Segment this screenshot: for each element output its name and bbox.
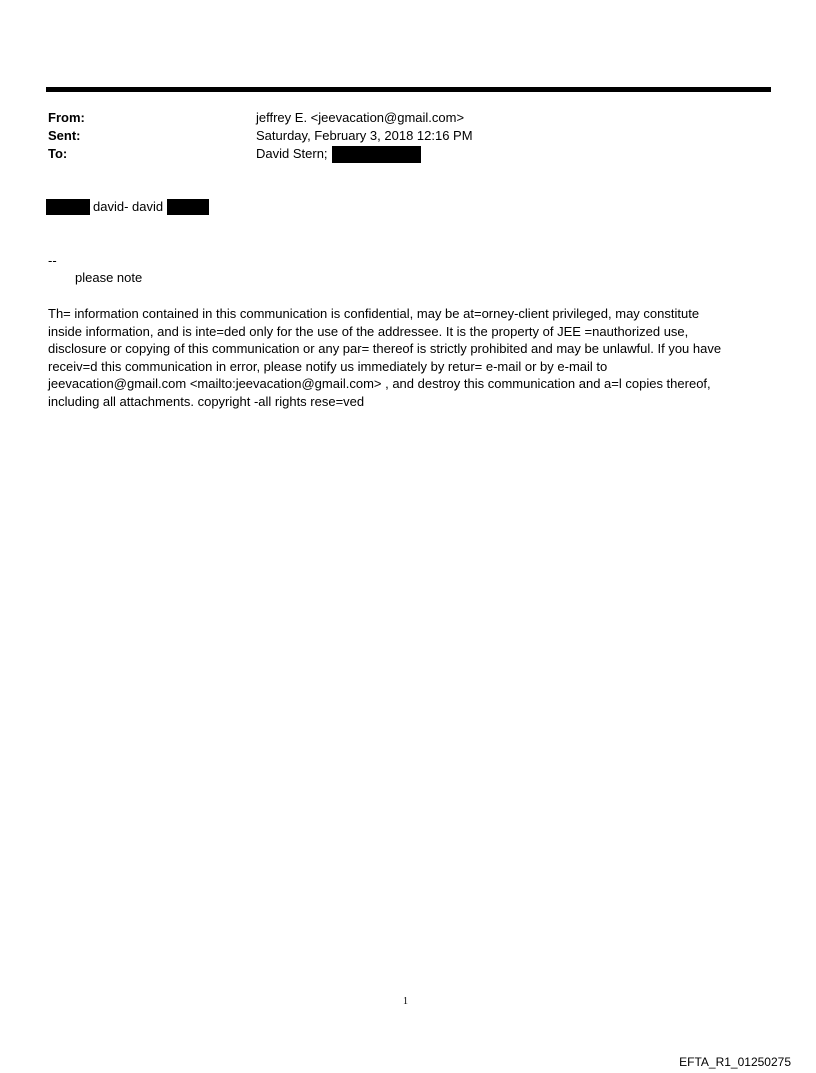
sent-value: Saturday, February 3, 2018 12:16 PM <box>256 128 473 143</box>
to-label: To: <box>48 146 68 161</box>
from-row <box>48 109 473 127</box>
disclaimer-line: inside information, and is inte=ded only for the use of the addressee. It is the property of JEE =nauthorized use, <box>48 323 689 339</box>
page-number: 1 <box>403 996 408 1007</box>
disclaimer-line: disclosure or copying of this communication or any par= thereof is strictly prohibited and may be unlawful. If you have <box>48 341 722 357</box>
from-value: jeffrey E. <jeevacation@gmail.com> <box>256 110 465 125</box>
disclaimer-line: Th= information contained in this communication is confidential, may be at=orney-client privileged, may constitute <box>48 306 700 321</box>
greeting-line <box>46 198 209 216</box>
to-row <box>48 145 473 163</box>
to-value-group <box>256 145 421 163</box>
email-header <box>48 109 473 163</box>
disclaimer-line: receiv=d this communication in error, please notify us immediately by retur= e-mail or by e-mail to <box>48 358 608 374</box>
disclaimer-paragraph <box>48 305 778 411</box>
redaction-box <box>46 199 90 215</box>
disclaimer-line: jeevacation@gmail.com <mailto:jeevacation@gmail.com> , and destroy this communication and a=l copies thereof, <box>48 376 711 392</box>
header-rule <box>46 87 771 92</box>
from-label: From: <box>48 110 85 125</box>
sent-label: Sent: <box>48 128 81 143</box>
redaction-box <box>167 199 209 215</box>
sent-row <box>48 127 473 145</box>
signature-dashes: -- <box>48 253 57 268</box>
redaction-box <box>332 146 421 163</box>
document-id: EFTA_R1_01250275 <box>679 1055 791 1069</box>
greeting-text: david- david <box>93 199 164 214</box>
disclaimer-line: including all attachments. copyright -all rights rese=ved <box>48 393 365 409</box>
to-value: David Stern; <box>256 146 328 161</box>
note-text: please note <box>75 270 143 285</box>
